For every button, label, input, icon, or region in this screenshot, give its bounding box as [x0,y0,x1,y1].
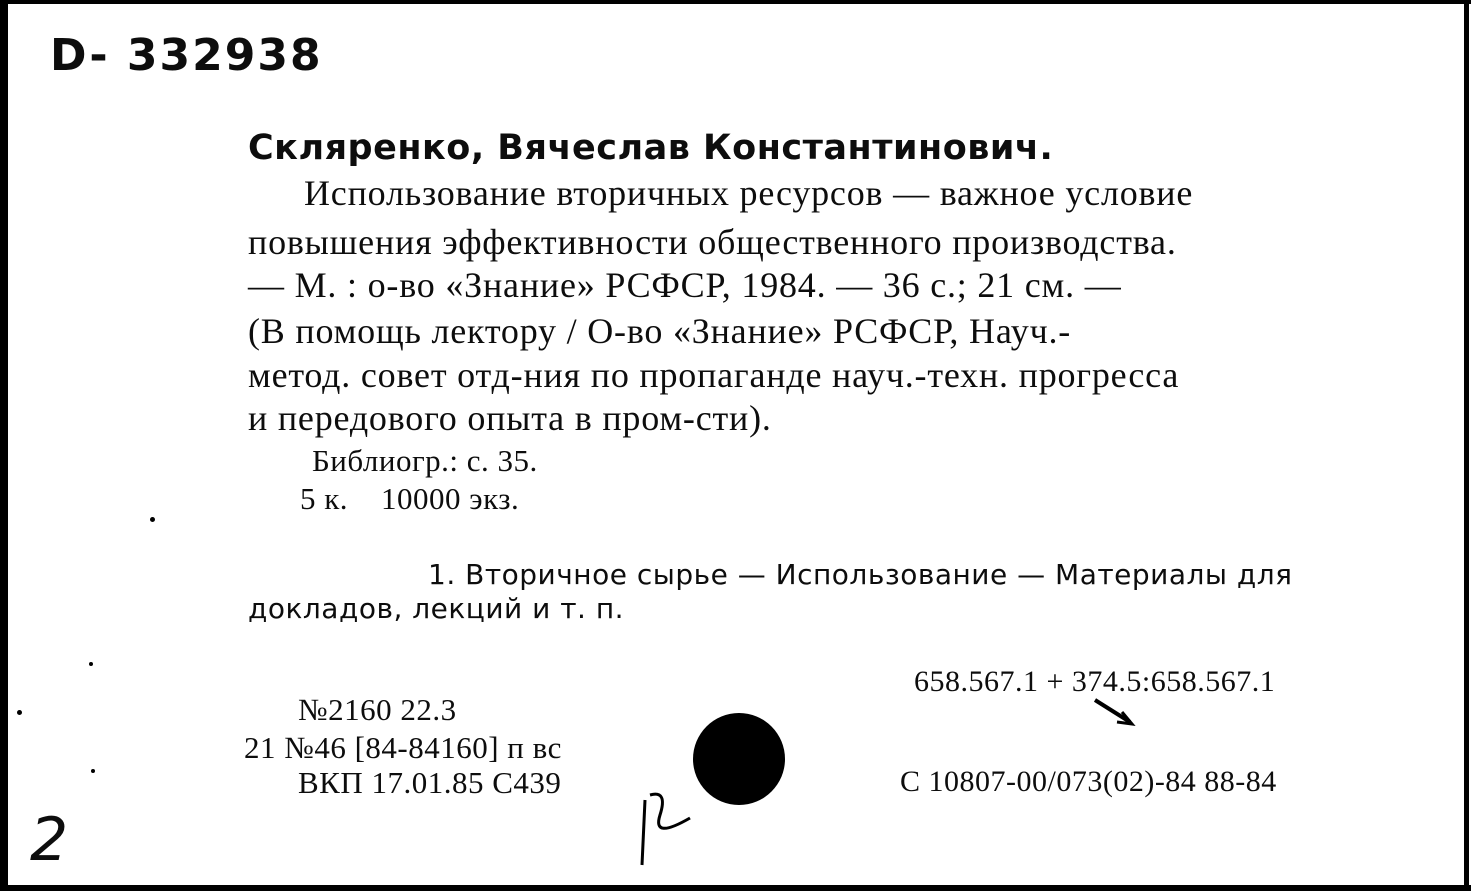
author-heading: Скляренко, Вячеслав Константинович. [248,128,1054,168]
handwritten-pen-mark [642,794,690,865]
call-number: D- 332938 [50,30,323,81]
classification-code: С 10807-00/073(02)-84 88-84 [900,765,1277,798]
description-line-1: Использование вторичных ресурсов — важное условие [304,173,1194,213]
bibliography-note: Библиогр.: с. 35. [312,443,538,478]
price-and-run: 5 к. 10000 экз. [300,481,520,516]
subject-heading-line-1: 1. Вторичное сырье — Использование — Материалы для [428,558,1293,591]
description-line-6: и передового опыта в пром-сти). [248,398,772,438]
handwritten-number: 2 [30,805,69,875]
order-number: №2160 22.3 [298,692,457,727]
description-line-5: метод. совет отд-ния по пропаганде науч.-техн. прогресса [248,355,1180,395]
description-line-4: (В помощь лектору / О-во «Знание» РСФСР, Науч.- [248,311,1072,351]
subject-heading-line-2: докладов, лекций и т. п. [248,592,625,625]
description-line-2: повышения эффективности общественного производства. [248,222,1177,262]
description-line-3: — М. : о-во «Знание» РСФСР, 1984. — 36 с.; 21 см. — [248,265,1122,305]
print-info-line-1: 21 №46 [84-84160] п вс [244,730,562,765]
udc-code: 658.567.1 + 374.5:658.567.1 [914,665,1276,698]
udc-arrow-mark [1095,700,1130,722]
print-info-line-2: ВКП 17.01.85 С439 [298,765,562,800]
